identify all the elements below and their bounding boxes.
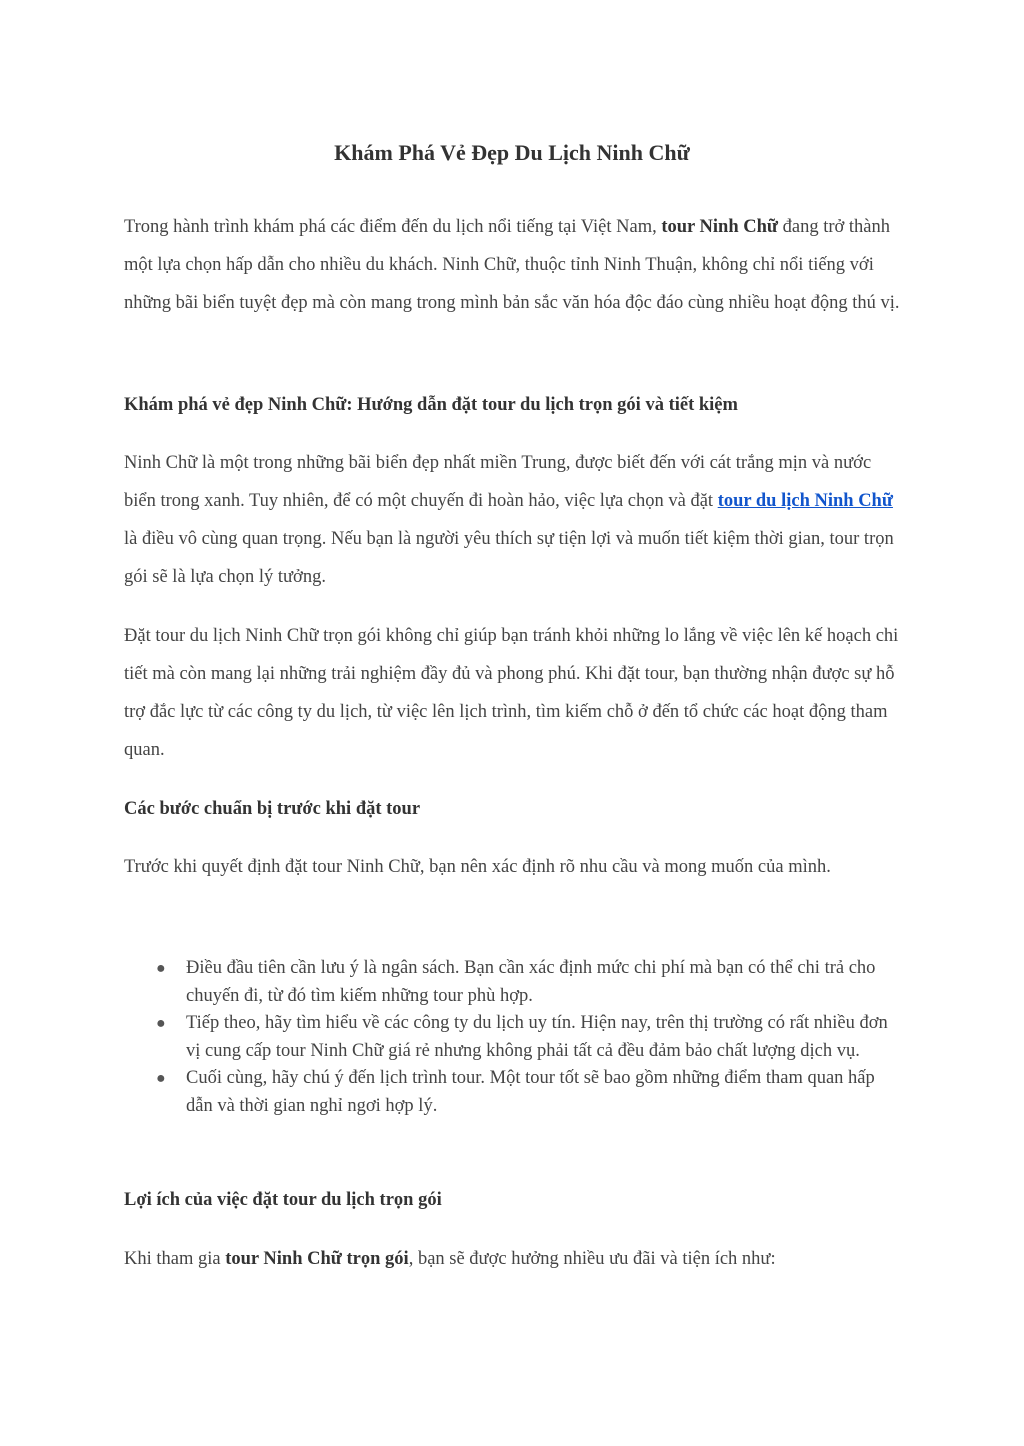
section2-heading: Các bước chuẩn bị trước khi đặt tour (124, 799, 421, 819)
document-title: Khám Phá Vẻ Đẹp Du Lịch Ninh Chữ (334, 140, 690, 165)
section2-paragraph: Trước khi quyết định đặt tour Ninh Chữ, bạn nên xác định rõ nhu cầu và mong muốn của mình. (124, 857, 831, 877)
list-item-text: Cuối cùng, hãy chú ý đến lịch trình tour. Một tour tốt sẽ bao gồm những điểm tham quan hấp dẫn và thời gian nghỉ ngơi hợp lý. (186, 1068, 875, 1116)
bullet-list (124, 955, 900, 1120)
section3-text-start: Khi tham gia (124, 1249, 226, 1269)
bullet-icon: ● (156, 960, 166, 977)
list-item-text: Điều đầu tiên cần lưu ý là ngân sách. Bạn cần xác định mức chi phí mà bạn có thể chi trả cho chuyến đi, từ đó tìm kiếm những tour phù hợp. (186, 958, 876, 1006)
tour-link[interactable]: tour du lịch Ninh Chữ (717, 491, 893, 511)
list-item-text: Tiếp theo, hãy tìm hiểu về các công ty du lịch uy tín. Hiện nay, trên thị trường có rất nhiều đơn vị cung cấp tour Ninh Chữ giá rẻ nhưng không phải tất cả đều đảm bảo chất lượng dịch vụ. (186, 1013, 888, 1061)
bullet-icon: ● (156, 1015, 166, 1032)
intro-text-start: Trong hành trình khám phá các điểm đến du lịch nổi tiếng tại Việt Nam, (124, 217, 662, 237)
section3-bold-term: tour Ninh Chữ trọn gói (225, 1249, 409, 1269)
section1-paragraph-2: Đặt tour du lịch Ninh Chữ trọn gói không chỉ giúp bạn tránh khỏi những lo lắng về việc lên kế hoạch chi tiết mà còn mang lại những trải nghiệm đầy đủ và phong phú. Khi đặt tour, bạn thường nhận được sự hỗ trợ đắc lực từ các công ty du lịch, từ việc lên lịch trình, tìm kiếm chỗ ở đến tổ chức các hoạt động tham quan. (124, 626, 899, 760)
intro-text-end: đang trở thành một lựa chọn hấp dẫn cho nhiều du khách. Ninh Chữ, thuộc tỉnh Ninh Thuận, không chỉ nổi tiếng với những bãi biển tuyệt đẹp mà còn mang trong mình bản sắc văn hóa độc đáo cùng nhiều hoạt động thú vị. (124, 217, 900, 313)
bullet-icon: ● (156, 1070, 166, 1087)
section3-text-end: , bạn sẽ được hưởng nhiều ưu đãi và tiện ích như: (408, 1249, 776, 1269)
section3-heading: Lợi ích của việc đặt tour du lịch trọn gói (124, 1190, 442, 1210)
section1-p1-text-start: Ninh Chữ là một trong những bãi biển đẹp nhất miền Trung, được biết đến với cát trắng mịn và nước biển trong xanh. Tuy nhiên, để có một chuyến đi hoàn hảo, việc lựa chọn và đặt (124, 453, 872, 511)
section1-heading: Khám phá vẻ đẹp Ninh Chữ: Hướng dẫn đặt tour du lịch trọn gói và tiết kiệm (124, 395, 738, 415)
section1-paragraph-1 (124, 444, 900, 596)
section1-p1-text-end: là điều vô cùng quan trọng. Nếu bạn là người yêu thích sự tiện lợi và muốn tiết kiệm thời gian, tour trọn gói sẽ là lựa chọn lý tưởng. (124, 529, 894, 587)
list-item (124, 1065, 900, 1120)
intro-bold-term: tour Ninh Chữ (661, 217, 778, 237)
list-item (124, 955, 900, 1010)
list-item (124, 1010, 900, 1065)
intro-paragraph (124, 208, 900, 322)
section3-paragraph (124, 1240, 900, 1278)
